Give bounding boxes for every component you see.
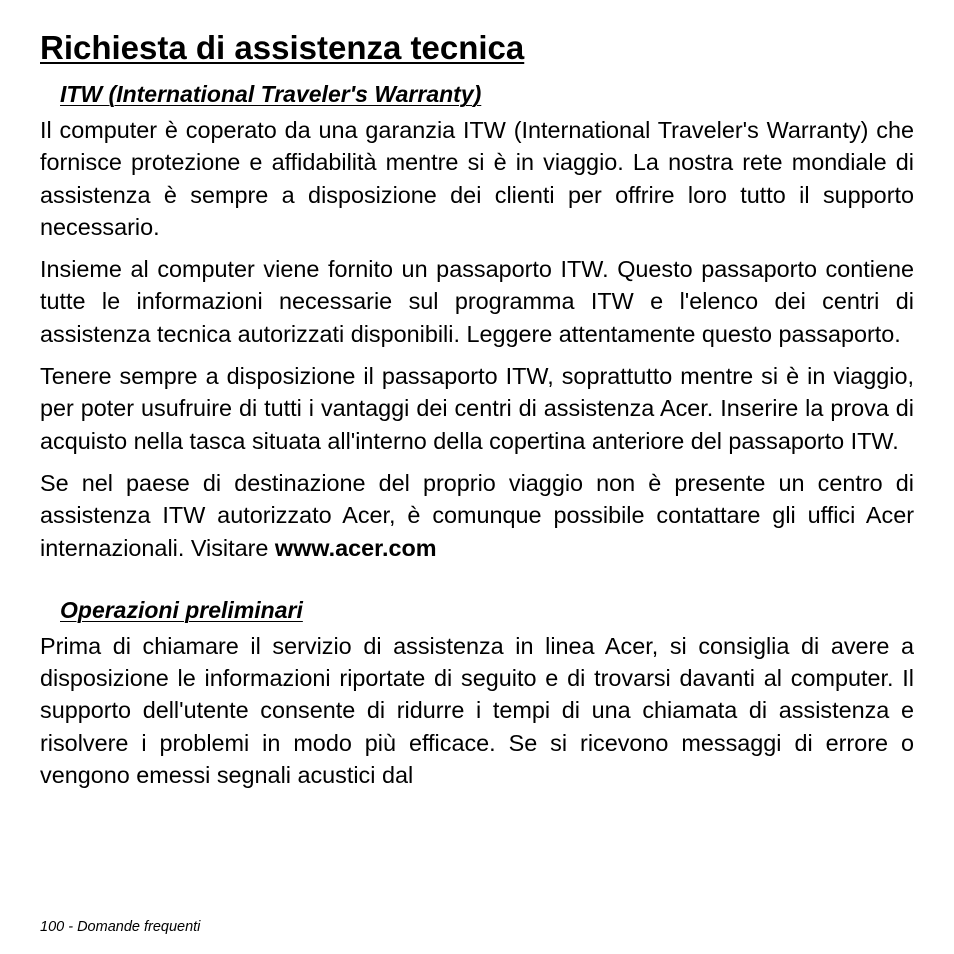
paragraph-preliminary-1: Prima di chiamare il servizio di assistenza in linea Acer, si consiglia di avere a disposizione le informazioni riportate di seguito e di trovarsi davanti al computer. Il supporto dell'utente consente di ridurre i tempi di una chiamata di assistenza e risolvere i problemi in modo più efficace. Se si ricevono messaggi di errore o vengono emessi segnali acustici dal <box>40 632 914 789</box>
section-heading-itw: ITW (International Traveler's Warranty) <box>60 81 482 107</box>
paragraph-itw-3: Tenere sempre a disposizione il passaporto ITW, soprattutto mentre si è in viaggio, per poter usufruire di tutti i vantaggi dei centri di assistenza Acer. Inserire la prova di acquisto nella tasca situata all'interno della copertina anteriore del passaporto ITW. <box>40 363 914 454</box>
section-heading-preliminary: Operazioni preliminari <box>60 596 303 623</box>
paragraph-itw-4 <box>40 467 914 564</box>
section-spacer <box>40 574 914 596</box>
paragraph-itw-1: Il computer è coperato da una garanzia ITW (International Traveler's Warranty) che fornisce protezione e affidabilità mentre si è in viaggio. La nostra rete mondiale di assistenza è sempre a disposizione dei clienti per offrire loro tutto il supporto necessario. <box>40 117 914 240</box>
page-footer: 100 - Domande frequenti <box>40 919 201 935</box>
page-title: Richiesta di assistenza tecnica <box>40 29 525 66</box>
document-page <box>40 28 914 801</box>
paragraph-itw-2: Insieme al computer viene fornito un passaporto ITW. Questo passaporto contiene tutte le informazioni necessarie sul programma ITW e l'elenco dei centri di assistenza tecnica autorizzati disponibili. Leggere attentamente questo passaporto. <box>40 256 914 347</box>
acer-website-link[interactable]: www.acer.com <box>274 534 437 561</box>
paragraph-itw-4-text: Se nel paese di destinazione del proprio viaggio non è presente un centro di assistenza ITW autorizzato Acer, è comunque possibile contattare gli uffici Acer internazionali. Visitare <box>40 469 914 561</box>
